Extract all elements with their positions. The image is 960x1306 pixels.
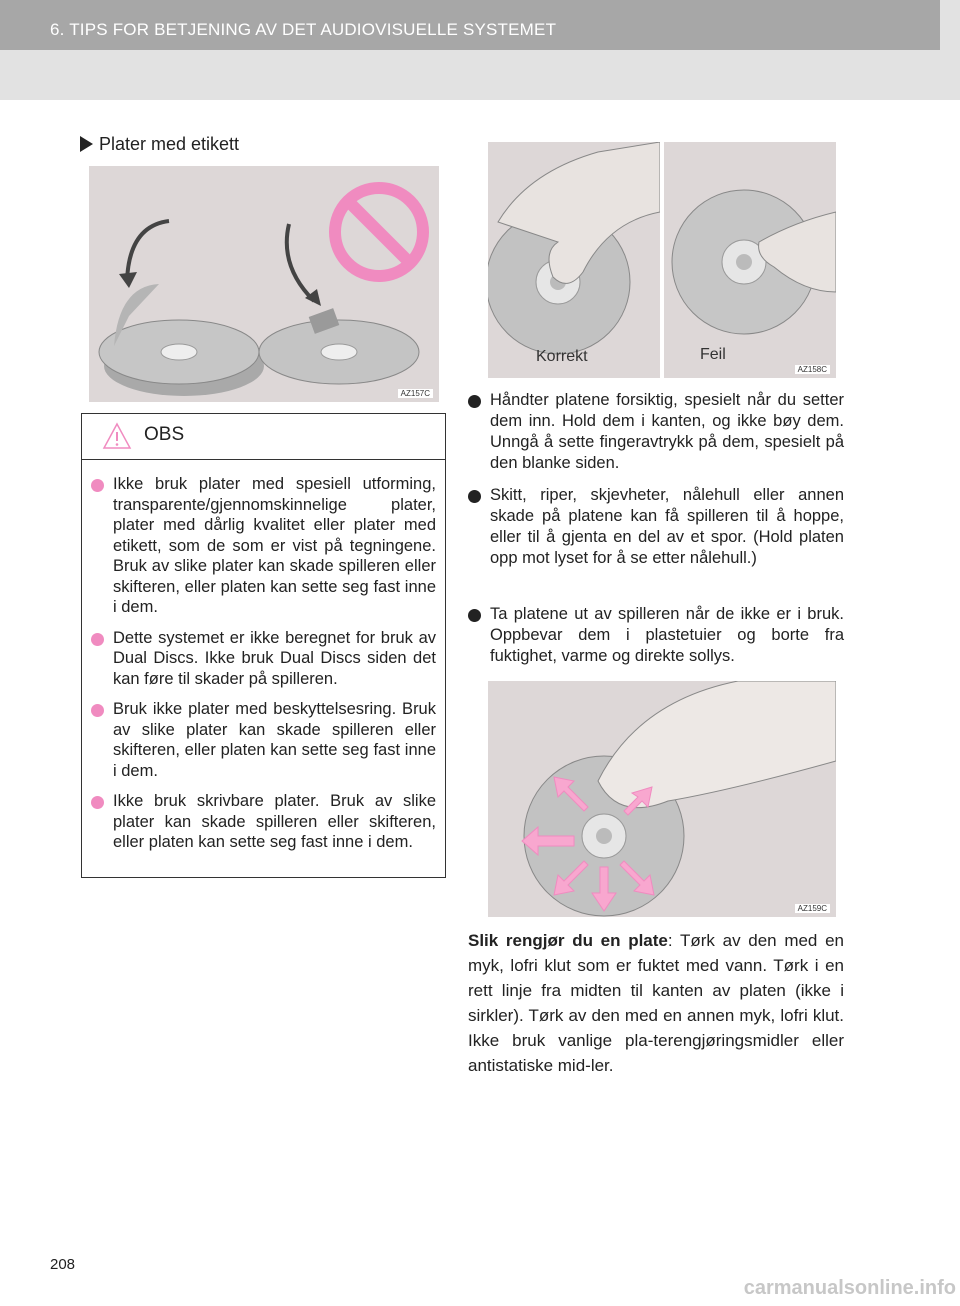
pink-bullet-icon	[91, 704, 104, 717]
image-code: AZ157C	[398, 389, 433, 398]
label-discs-drawing	[89, 166, 439, 402]
triangle-bullet-icon	[80, 136, 93, 152]
page-header	[0, 0, 960, 100]
image-code: AZ159C	[795, 904, 830, 913]
prohibited-sign-icon	[335, 188, 423, 276]
bullet-icon	[468, 395, 481, 408]
caution-header	[82, 414, 445, 460]
handling-bullet: Håndter platene forsiktig, spesielt når du setter dem inn. Hold dem i kanten, og ikke bøy dem. Unngå å sette fingeravtrykk på dem, spesielt på den blanke siden.	[468, 390, 844, 474]
pink-bullet-icon	[91, 633, 104, 646]
handling-bullet: Ta platene ut av spilleren når de ikke er i bruk. Oppbevar dem i plastetuier og borte fra fuktighet, varme og direkte sollys.	[468, 604, 844, 667]
warning-triangle-icon	[102, 422, 132, 450]
cleaning-lead: Slik rengjør du en plate	[468, 931, 668, 950]
pink-bullet-icon	[91, 479, 104, 492]
cleaning-drawing	[488, 681, 836, 917]
wrong-label: Feil	[700, 346, 726, 363]
correct-handling-panel	[488, 142, 660, 378]
handling-illustration	[488, 142, 836, 378]
correct-label: Korrekt	[536, 348, 588, 365]
image-code: AZ158C	[795, 365, 830, 374]
handling-bullet: Skitt, riper, skjevheter, nålehull eller annen skade på platene kan få spilleren til å hoppe, eller til å gjenta en del av et spor. (Hold platen opp mot lyset for å se etter nålehull.)	[468, 485, 844, 569]
bullet-icon	[468, 609, 481, 622]
cleaning-paragraph	[468, 928, 844, 1078]
chapter-title: 6. TIPS FOR BETJENING AV DET AUDIOVISUELLE SYSTEMET	[50, 20, 557, 39]
section-title	[80, 134, 239, 155]
cleaning-text: : Tørk av den med en myk, lofri klut som er fuktet med vann. Tørk i en rett linje fra midten til kanten av platen (ikke i sirkler). Tørk av den med en annen myk, lofri klut. Ikke bruk vanlige pla-terengjøringsmidler eller antistatiske mid-ler.	[468, 931, 844, 1075]
label-discs-illustration	[89, 166, 439, 402]
wrong-handling-panel	[664, 142, 836, 378]
page-number: 208	[50, 1256, 76, 1273]
cleaning-illustration	[488, 681, 836, 917]
caution-list	[82, 460, 445, 853]
wrong-handling-drawing	[664, 142, 836, 378]
caution-item: Ikke bruk plater med spesiell utforming, transparente/gjennomskinnelige plater, plater med dårlig kvalitet eller plater med etikett, som de som er vist på tegningene. Bruk av slike plater kan skade spilleren eller skifteren, eller platen kan sette seg fast inne i dem.	[91, 474, 436, 618]
caution-item: Ikke bruk skrivbare plater. Bruk av slike plater kan skade spilleren eller skifteren, eller platen kan sette seg fast inne i dem.	[91, 791, 436, 853]
caution-item: Bruk ikke plater med beskyttelsesring. Bruk av slike plater kan skade spilleren eller skifteren, eller platen kan sette seg fast inne i dem.	[91, 699, 436, 781]
pink-bullet-icon	[91, 796, 104, 809]
section-title-text: Plater med etikett	[99, 134, 240, 154]
correct-handling-drawing	[488, 142, 660, 378]
caution-title: OBS	[144, 424, 185, 445]
watermark: carmanualsonline.info	[743, 1277, 956, 1299]
caution-item: Dette systemet er ikke beregnet for bruk av Dual Discs. Ikke bruk Dual Discs siden det kan føre til skader på spilleren.	[91, 628, 436, 690]
caution-box	[81, 413, 446, 878]
header-bar	[0, 0, 940, 50]
bullet-icon	[468, 490, 481, 503]
